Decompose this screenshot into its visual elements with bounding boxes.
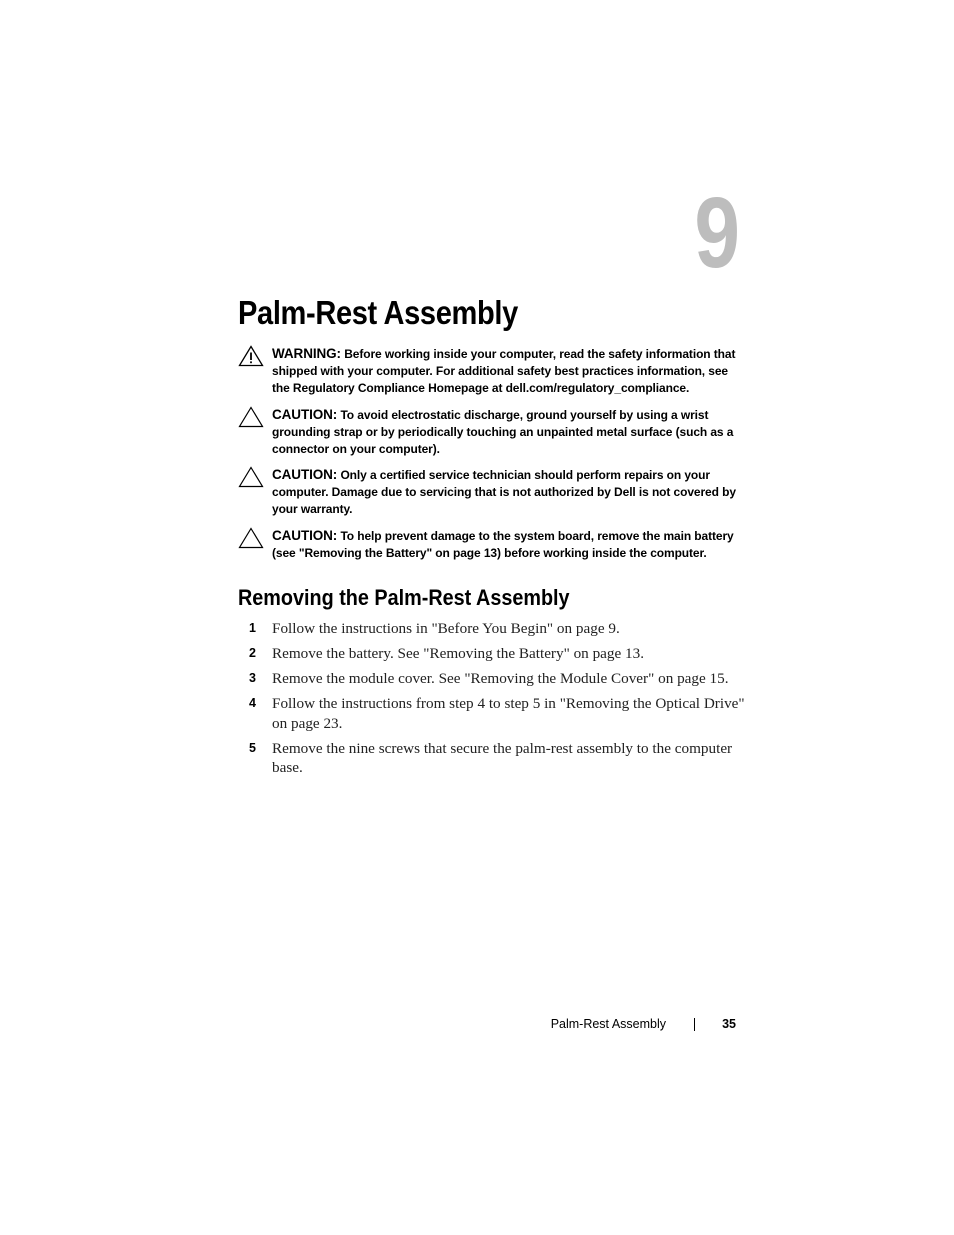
notice-text <box>272 345 738 398</box>
step-item <box>238 739 748 778</box>
step-item <box>238 669 748 689</box>
warning-notice <box>238 345 738 398</box>
footer-title: Palm-Rest Assembly <box>550 1017 666 1031</box>
step-number: 5 <box>249 740 256 755</box>
notice-text <box>272 527 738 562</box>
step-text: Follow the instructions from step 4 to step 5 in "Removing the Optical Drive" on page 23. <box>272 695 745 732</box>
step-item <box>238 694 748 733</box>
chapter-number: 9 <box>694 177 740 289</box>
section-heading: Removing the Palm-Rest Assembly <box>238 585 570 610</box>
page-title: Palm-Rest Assembly <box>238 294 518 331</box>
warning-triangle-icon <box>238 345 264 367</box>
page-footer <box>520 1014 736 1034</box>
step-text: Remove the nine screws that secure the palm-rest assembly to the computer base. <box>272 739 733 776</box>
notice-label: WARNING: <box>272 346 341 361</box>
step-number: 3 <box>249 671 256 685</box>
notice-body: Only a certified service technician should perform repairs on your computer. Damage due to servicing that is not authorized by Dell is not covered by your warranty. <box>272 468 736 517</box>
step-text: Remove the battery. See "Removing the Battery" on page 13. <box>272 645 645 662</box>
step-number: 1 <box>249 621 256 635</box>
step-text: Follow the instructions in "Before You Begin" on page 9. <box>272 620 620 637</box>
caution-notice <box>238 406 738 459</box>
notice-label: CAUTION: <box>272 528 338 543</box>
notice-label: CAUTION: <box>272 467 338 482</box>
caution-triangle-icon <box>238 406 264 428</box>
page-number: 35 <box>722 1017 736 1031</box>
step-number: 2 <box>249 646 256 660</box>
step-list <box>238 619 748 783</box>
notice-text <box>272 406 738 459</box>
caution-notice <box>238 466 738 519</box>
step-number: 4 <box>249 696 256 710</box>
notice-body: Before working inside your computer, read the safety information that shipped with your computer. For additional safety best practices information, see the Regulatory Compliance Homepage at dell.com/regulatory_compliance. <box>272 347 736 396</box>
notice-text <box>272 466 738 519</box>
step-item <box>238 619 748 639</box>
caution-triangle-icon <box>238 466 264 488</box>
step-item <box>238 644 748 664</box>
step-text: Remove the module cover. See "Removing the Module Cover" on page 15. <box>272 670 729 687</box>
notice-body: To help prevent damage to the system board, remove the main battery (see "Removing the Battery" on page 13) before working inside the computer. <box>272 529 734 561</box>
notice-body: To avoid electrostatic discharge, ground yourself by using a wrist grounding strap or by periodically touching an unpainted metal surface (such as a connector on your computer). <box>272 408 734 457</box>
caution-notice <box>238 527 738 562</box>
footer-divider <box>694 1018 695 1031</box>
caution-triangle-icon <box>238 527 264 549</box>
notice-label: CAUTION: <box>272 407 338 422</box>
